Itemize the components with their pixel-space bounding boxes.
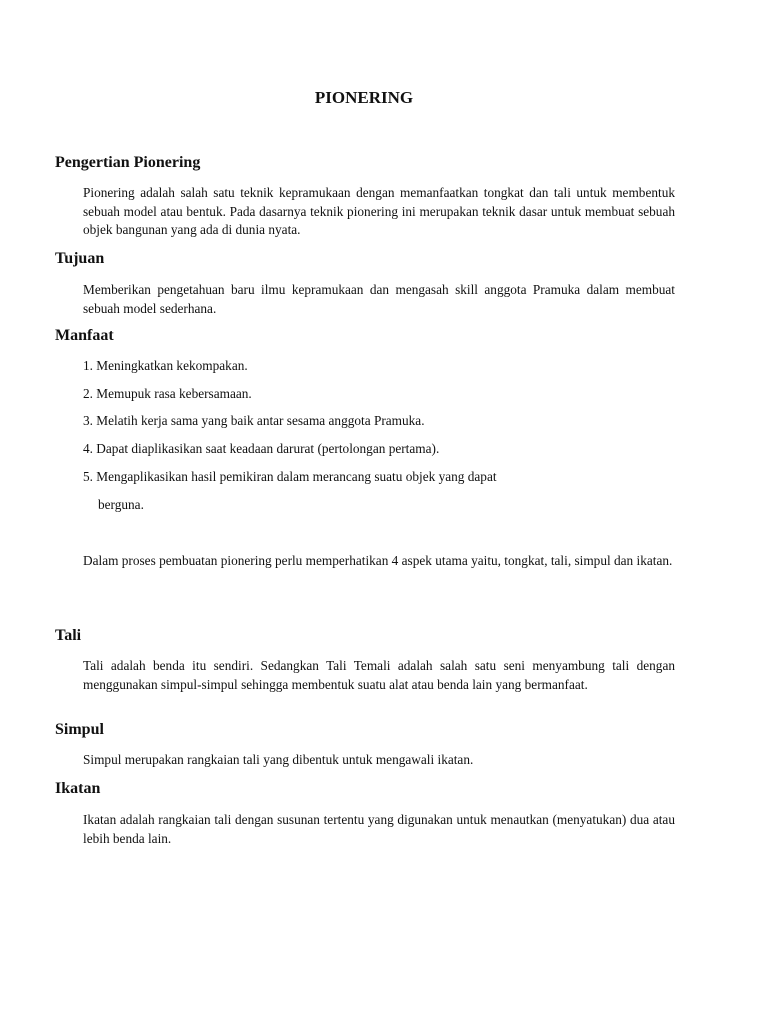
paragraph-tujuan: Memberikan pengetahuan baru ilmu kepramukaan dan mengasah skill anggota Pramuka dalam membuat sebuah model sederhana. — [83, 282, 675, 316]
list-item: 4. Dapat diaplikasikan saat keadaan darurat (pertolongan pertama). — [83, 441, 440, 456]
heading-tujuan: Tujuan — [55, 250, 105, 267]
list-item: 3. Melatih kerja sama yang baik antar sesama anggota Pramuka. — [83, 413, 425, 428]
list-item: 5. Mengaplikasikan hasil pemikiran dalam merancang suatu objek yang dapat — [83, 469, 497, 484]
list-item-continuation: berguna. — [98, 497, 144, 512]
paragraph-pengertian: Pionering adalah salah satu teknik kepramukaan dengan memanfaatkan tongkat dan tali untuk membentuk sebuah model atau bentuk. Pada dasarnya teknik pionering ini merupakan teknik dasar untuk membuat sebuah objek bangunan yang ada di dunia nyata. — [83, 185, 675, 237]
paragraph-tali: Tali adalah benda itu sendiri. Sedangkan Tali Temali adalah salah satu seni menyambung tali dengan menggunakan simpul-simpul sehingga membentuk suatu alat atau benda lain yang bermanfaat. — [83, 658, 675, 692]
paragraph-ikatan: Ikatan adalah rangkaian tali dengan susunan tertentu yang digunakan untuk menautkan (menyatukan) dua atau lebih benda lain. — [83, 812, 675, 846]
heading-ikatan: Ikatan — [55, 780, 101, 797]
paragraph-simpul: Simpul merupakan rangkaian tali yang dibentuk untuk mengawali ikatan. — [83, 752, 474, 767]
heading-simpul: Simpul — [55, 721, 104, 738]
heading-pengertian: Pengertian Pionering — [55, 154, 201, 171]
paragraph-aspek: Dalam proses pembuatan pionering perlu memperhatikan 4 aspek utama yaitu, tongkat, tali, simpul dan ikatan. — [83, 553, 673, 568]
list-item: 2. Memupuk rasa kebersamaan. — [83, 386, 252, 401]
heading-manfaat: Manfaat — [55, 327, 114, 344]
heading-tali: Tali — [55, 627, 82, 644]
list-item: 1. Meningkatkan kekompakan. — [83, 358, 248, 373]
page-title: PIONERING — [314, 88, 414, 107]
